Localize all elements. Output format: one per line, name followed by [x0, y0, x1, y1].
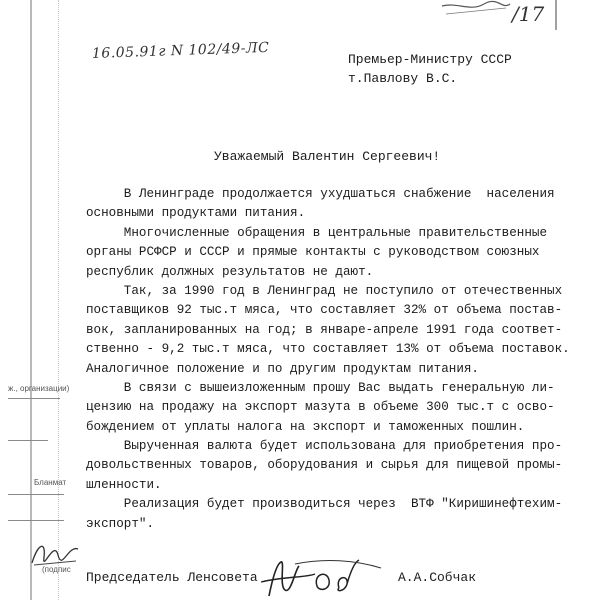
stamp-number: /17 [512, 2, 545, 26]
addressee-position: Премьер-Министру СССР [348, 52, 512, 67]
archive-stamp [440, 0, 560, 30]
scan-dotted-line [58, 0, 59, 600]
addressee-name: т.Павлову В.С. [348, 71, 458, 86]
scan-edge-line [30, 0, 32, 600]
form-fragment-org: ж., организации) [8, 384, 70, 393]
body-line: шленности. [86, 477, 162, 492]
body-line: Так, за 1990 год в Ленинград не поступило от отечественных [86, 283, 563, 298]
registration-number: 16.05.91г N 102/49-ЛС [91, 39, 270, 62]
body-line: вок, запланированных на год; в январе-апреле 1991 года соответ- [86, 322, 563, 337]
addressee-block [348, 50, 512, 88]
form-rule [8, 494, 64, 495]
form-rule [8, 398, 60, 399]
body-line: цензию на продажу на экспорт мазута в объеме 300 тыс.т с осво- [86, 400, 555, 415]
signatory-title: Председатель Ленсовета [86, 570, 258, 585]
form-rule [8, 440, 48, 441]
body-line: экспорт". [86, 516, 155, 531]
body-line: Аналогичное положение и по другим продуктам питания. [86, 361, 479, 376]
form-fragment-signature: (подпис [42, 565, 71, 574]
body-line: Многочисленные обращения в центральные правительственные [86, 225, 548, 240]
signatory-name: А.А.Собчак [398, 570, 477, 585]
handwritten-signature [255, 556, 385, 600]
body-line: Реализация будет производиться через ВТФ "Киришинефтехим- [86, 497, 563, 512]
form-rule [8, 520, 64, 521]
body-line: поставщиков 92 тыс.т мяса, что составляет 32% от объема постав- [86, 303, 563, 318]
body-line: В связи с вышеизложенным прошу Вас выдать генеральную ли- [86, 380, 555, 395]
salutation: Уважаемый Валентин Сергеевич! [214, 149, 441, 164]
letter-body [86, 185, 570, 534]
body-line: ственно - 9,2 тыс.т мяса, что составляет 13% от объема поставок. [86, 342, 570, 357]
body-line: В Ленинграде продолжается ухудшаться снабжение населения [86, 187, 555, 201]
body-line: республик должных результатов не дают. [86, 264, 374, 279]
body-line: бождением от уплаты налога на экспорт и таможенных пошлин. [86, 419, 525, 434]
form-fragment-blank: Бланмат [34, 478, 67, 487]
body-line: органы РСФСР и СССР и прямые контакты с руководством союзных [86, 245, 540, 260]
body-line: основными продуктами питания. [86, 206, 306, 221]
body-line: довольственных товаров, оборудования и сырья для пищевой промы- [86, 458, 563, 473]
body-line: Вырученная валюта будет использована для приобретения про- [86, 439, 563, 454]
